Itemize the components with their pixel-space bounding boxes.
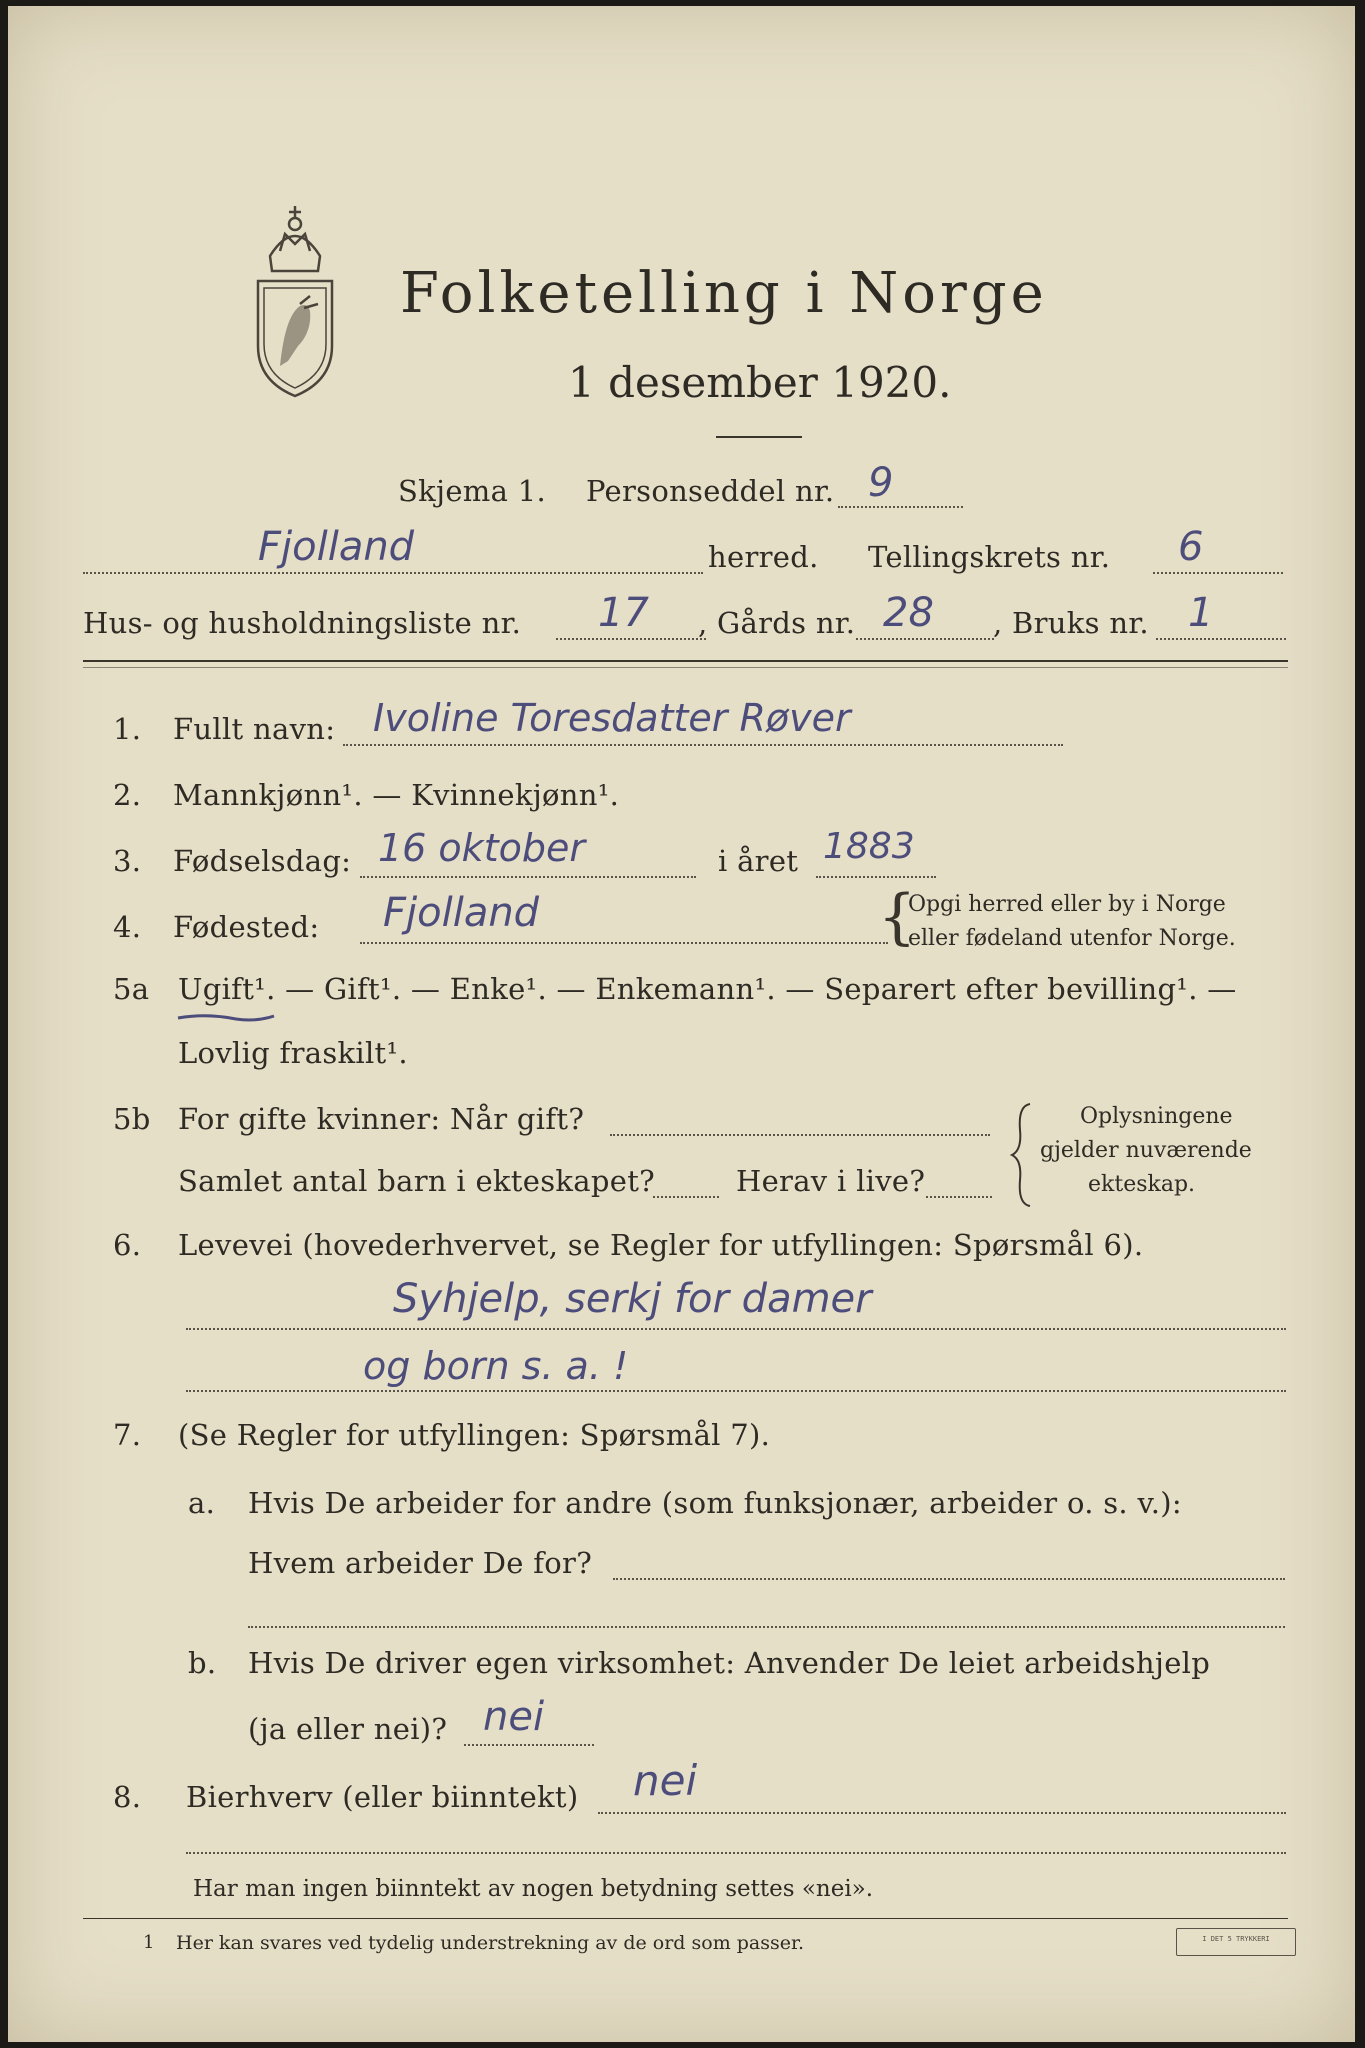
- q8-value: nei: [633, 1756, 698, 1805]
- q7-label: (Se Regler for utfyllingen: Spørsmål 7).: [178, 1418, 771, 1452]
- tellingskrets-label: Tellingskrets nr.: [868, 540, 1111, 574]
- personseddel-line: [838, 506, 963, 508]
- q6-label: Levevei (hovederhvervet, se Regler for utfyllingen: Spørsmål 6).: [178, 1228, 1144, 1262]
- husliste-value: 17: [598, 590, 649, 636]
- q3-number: 3.: [113, 844, 142, 878]
- q1-label: Fullt navn:: [173, 712, 336, 746]
- q7b-line2: (ja eller nei)?: [248, 1712, 448, 1746]
- q5b-alive-label: Herav i live?: [736, 1164, 926, 1198]
- q5b-married-line: [610, 1134, 990, 1136]
- q5b-note-line3: ekteskap.: [1088, 1172, 1196, 1197]
- q7-number: 7.: [113, 1418, 142, 1452]
- gards-line: [856, 638, 994, 640]
- q1-number: 1.: [113, 712, 142, 746]
- q3-label: Fødselsdag:: [173, 844, 352, 878]
- q5b-children-line: [653, 1196, 719, 1198]
- q5a-line1: Ugift¹. — Gift¹. — Enke¹. — Enkemann¹. — Separert efter bevilling¹. —: [178, 972, 1237, 1006]
- gards-value: 28: [883, 590, 934, 636]
- herred-label: herred.: [708, 540, 819, 574]
- husliste-line: [556, 638, 706, 640]
- q6-number: 6.: [113, 1228, 142, 1262]
- q5b-number: 5b: [113, 1102, 151, 1136]
- q5b-line1: For gifte kvinner: Når gift?: [178, 1102, 585, 1136]
- form-title: Folketelling i Norge: [400, 261, 1048, 326]
- q4-line: [360, 942, 888, 944]
- personseddel-label: Personseddel nr.: [586, 474, 835, 508]
- header-divider: [83, 660, 1288, 662]
- skjema-label: Skjema 1.: [398, 474, 546, 508]
- q3-value: 16 oktober: [378, 826, 585, 870]
- q1-value: Ivoline Toresdatter Røver: [373, 696, 851, 740]
- bruks-label: , Bruks nr.: [993, 606, 1149, 640]
- q2-label: Mannkjønn¹. — Kvinnekjønn¹.: [173, 778, 620, 812]
- q8-line: [598, 1812, 1286, 1814]
- q5b-note-line1: Oplysningene: [1080, 1104, 1233, 1129]
- q8-number: 8.: [113, 1780, 142, 1814]
- q7b-letter: b.: [188, 1646, 217, 1680]
- header-divider-thin: [83, 667, 1288, 668]
- tellingskrets-value: 6: [1178, 524, 1204, 570]
- bruks-value: 1: [1188, 590, 1214, 636]
- q4-brace: {: [878, 882, 917, 952]
- q8-label: Bierhverv (eller biinntekt): [186, 1780, 579, 1814]
- q8-extra-line: [186, 1852, 1286, 1854]
- coat-of-arms-icon: [240, 196, 350, 406]
- census-date: 1 desember 1920.: [568, 358, 952, 407]
- q4-value: Fjolland: [383, 890, 540, 936]
- q7b-line1: Hvis De driver egen virksomhet: Anvender De leiet arbeidshjelp: [248, 1646, 1211, 1680]
- q7b-line: [464, 1744, 594, 1746]
- footnote-text: Her kan svares ved tydelig understrekning av de ord som passer.: [176, 1932, 805, 1954]
- q5b-children-label: Samlet antal barn i ekteskapet?: [178, 1164, 655, 1198]
- q6-line1: [186, 1328, 1286, 1330]
- q4-note-line2: eller fødeland utenfor Norge.: [908, 926, 1236, 951]
- gards-label: , Gårds nr.: [698, 606, 856, 640]
- biinntekt-note: Har man ingen biinntekt av nogen betydning settes «nei».: [193, 1876, 874, 1902]
- q7b-value: nei: [483, 1694, 545, 1740]
- q3-year-line: [816, 876, 936, 878]
- q6-line2: [186, 1390, 1286, 1392]
- printer-stamp-box: [1176, 1928, 1296, 1956]
- q7a-line1: Hvis De arbeider for andre (som funksjonær, arbeider o. s. v.):: [248, 1486, 1182, 1520]
- q5b-brace: [1008, 1100, 1038, 1210]
- q4-note-line1: Opgi herred eller by i Norge: [908, 892, 1226, 917]
- personseddel-value: 9: [868, 460, 894, 506]
- footnote-number: 1: [143, 1932, 155, 1953]
- footer-divider: [83, 1918, 1288, 1919]
- census-form-page: [8, 6, 1355, 2042]
- husliste-label: Hus- og husholdningsliste nr.: [83, 606, 522, 640]
- bruks-line: [1156, 638, 1286, 640]
- q5b-note-line2: gjelder nuværende: [1040, 1138, 1252, 1163]
- q3-year-value: 1883: [823, 826, 915, 867]
- q6-value-line1: Syhjelp, serkj for damer: [393, 1276, 872, 1322]
- q6-value-line2: og born s. a. !: [363, 1344, 629, 1388]
- q3-year-label: i året: [718, 844, 799, 878]
- q3-line: [360, 876, 696, 878]
- q5b-alive-line: [926, 1196, 992, 1198]
- tellingskrets-line: [1153, 572, 1283, 574]
- q4-number: 4.: [113, 910, 142, 944]
- title-divider: [716, 436, 802, 438]
- herred-value: Fjolland: [258, 524, 415, 570]
- printer-stamp-text: I DET 5 TRYKKERI: [1202, 1935, 1270, 1943]
- q7a-letter: a.: [188, 1486, 216, 1520]
- herred-line: [83, 572, 703, 574]
- q1-line: [343, 744, 1063, 746]
- q7a-line2: Hvem arbeider De for?: [248, 1546, 593, 1580]
- q2-number: 2.: [113, 778, 142, 812]
- q7a-extra-line: [248, 1626, 1285, 1628]
- q7a-line: [613, 1578, 1285, 1580]
- q5a-number: 5a: [113, 972, 150, 1006]
- ugift-underline: [176, 1010, 276, 1024]
- q4-label: Fødested:: [173, 910, 320, 944]
- q5a-line2: Lovlig fraskilt¹.: [178, 1036, 408, 1070]
